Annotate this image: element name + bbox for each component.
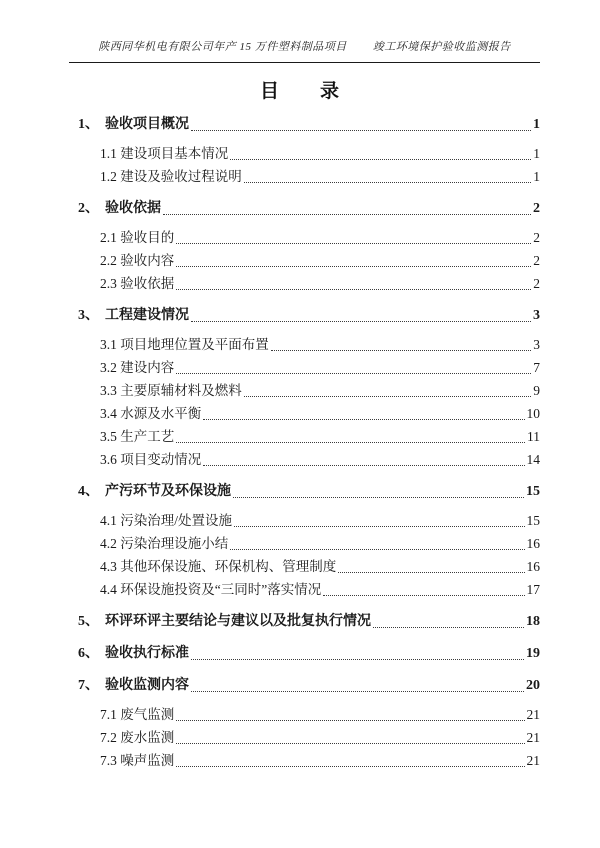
- toc-entry-number: 7、: [78, 678, 99, 693]
- toc-entry-page-number: 10: [526, 406, 540, 421]
- toc-entry-page-number: 21: [526, 707, 540, 722]
- toc-entry[interactable]: [100, 355, 540, 378]
- toc-dot-leader: [176, 243, 531, 244]
- toc-entry-number: 2、: [78, 201, 99, 216]
- toc-dot-leader: [230, 549, 524, 550]
- toc-entry-label: 4.1 污染治理/处置设施: [100, 513, 233, 528]
- toc-entry[interactable]: [78, 641, 540, 664]
- toc-entry-label: 1.1 建设项目基本情况: [100, 146, 229, 161]
- toc-entry-label: 4.3 其他环保设施、环保机构、管理制度: [100, 559, 337, 574]
- header-project-title: 陕西同华机电有限公司年产 15 万件塑料制品项目: [98, 41, 347, 53]
- toc-dot-leader: [323, 595, 524, 596]
- toc-entry-page-number: 2: [533, 201, 540, 216]
- toc-dot-leader: [163, 214, 531, 215]
- toc-entry[interactable]: [100, 531, 540, 554]
- toc-entry-page-number: 3: [533, 308, 540, 323]
- toc-entry[interactable]: [100, 577, 540, 600]
- toc-entry[interactable]: [100, 271, 540, 294]
- toc-entry[interactable]: [100, 447, 540, 470]
- toc-entry-label: 验收项目概况: [105, 117, 189, 132]
- toc-entry[interactable]: [100, 424, 540, 447]
- toc-entry-page-number: 1: [533, 117, 540, 132]
- toc-dot-leader: [338, 572, 524, 573]
- toc-entry-label: 7.3 噪声监测: [100, 753, 175, 768]
- toc-entry-label: 1.2 建设及验收过程说明: [100, 169, 242, 184]
- toc-entry-number: 5、: [78, 614, 99, 629]
- toc-dot-leader: [176, 766, 524, 767]
- toc-entry-page-number: 3: [533, 337, 540, 352]
- toc-entry-page-number: 19: [526, 646, 540, 661]
- toc-entry-page-number: 2: [533, 253, 540, 268]
- toc-entry-page-number: 14: [526, 452, 540, 467]
- toc-entry-page-number: 7: [533, 360, 540, 375]
- toc-dot-leader: [373, 627, 524, 628]
- toc-entry[interactable]: [100, 725, 540, 748]
- toc-entry-page-number: 20: [526, 678, 540, 693]
- toc-entry[interactable]: [100, 332, 540, 355]
- toc-dot-leader: [191, 691, 524, 692]
- toc-entry-page-number: 9: [533, 383, 540, 398]
- toc-entry-label: 3.4 水源及水平衡: [100, 406, 202, 421]
- toc-entry-number: 1、: [78, 117, 99, 132]
- toc-entry-label: 4.4 环保设施投资及“三同时”落实情况: [100, 582, 322, 597]
- toc-dot-leader: [176, 266, 531, 267]
- toc-entry-label: 环评环评主要结论与建议以及批复执行情况: [105, 614, 371, 629]
- toc-dot-leader: [176, 720, 524, 721]
- toc-dot-leader: [191, 659, 524, 660]
- toc-entry-page-number: 21: [526, 730, 540, 745]
- toc-entry-label: 3.1 项目地理位置及平面布置: [100, 337, 269, 352]
- toc-entry-label: 3.3 主要原辅材料及燃料: [100, 383, 242, 398]
- toc-entry[interactable]: [78, 303, 540, 326]
- toc-entry[interactable]: [100, 248, 540, 271]
- toc-entry-number: 6、: [78, 646, 99, 661]
- toc-entry-page-number: 16: [526, 559, 540, 574]
- toc-dot-leader: [244, 182, 532, 183]
- toc-entry-label: 验收监测内容: [105, 678, 189, 693]
- toc-dot-leader: [234, 526, 524, 527]
- toc-dot-leader: [191, 130, 531, 131]
- toc-dot-leader: [233, 497, 524, 498]
- toc-entry[interactable]: [100, 378, 540, 401]
- toc-entry-page-number: 16: [526, 536, 540, 551]
- toc-entry[interactable]: [100, 554, 540, 577]
- toc-entry[interactable]: [100, 164, 540, 187]
- toc-entry-label: 2.3 验收依据: [100, 276, 175, 291]
- toc-dot-leader: [176, 442, 525, 443]
- toc-entry-label: 7.1 废气监测: [100, 707, 175, 722]
- toc-dot-leader: [203, 419, 524, 420]
- toc-entry-label: 2.1 验收目的: [100, 230, 175, 245]
- toc-entry-number: 3、: [78, 308, 99, 323]
- toc-dot-leader: [271, 350, 532, 351]
- toc-entry[interactable]: [100, 141, 540, 164]
- toc-entry[interactable]: [100, 401, 540, 424]
- toc-entry[interactable]: [78, 479, 540, 502]
- toc-entry-label: 3.2 建设内容: [100, 360, 175, 375]
- toc-dot-leader: [176, 289, 531, 290]
- toc-entry-label: 工程建设情况: [105, 308, 189, 323]
- toc-dot-leader: [230, 159, 531, 160]
- toc-entry-page-number: 21: [526, 753, 540, 768]
- toc-entry[interactable]: [78, 673, 540, 696]
- toc-entry-label: 3.6 项目变动情况: [100, 452, 202, 467]
- toc-entry-page-number: 17: [526, 582, 540, 597]
- toc-title: 目 录: [259, 81, 340, 102]
- toc-entry-label: 2.2 验收内容: [100, 253, 175, 268]
- toc-entry[interactable]: [100, 225, 540, 248]
- toc-dot-leader: [191, 321, 531, 322]
- toc-dot-leader: [176, 743, 524, 744]
- toc-entry-page-number: 18: [526, 614, 540, 629]
- toc-entry-label: 验收依据: [105, 201, 161, 216]
- toc-entry-page-number: 1: [533, 146, 540, 161]
- toc-entry[interactable]: [78, 609, 540, 632]
- toc-list: [78, 103, 540, 771]
- toc-dot-leader: [176, 373, 531, 374]
- toc-entry[interactable]: [78, 196, 540, 219]
- header-report-type: 竣工环境保护验收监测报告: [372, 41, 511, 53]
- toc-entry-label: 3.5 生产工艺: [100, 429, 175, 444]
- toc-entry[interactable]: [78, 112, 540, 135]
- toc-entry[interactable]: [100, 508, 540, 531]
- header-divider-line: [69, 62, 540, 63]
- running-header: [69, 38, 540, 54]
- toc-entry-page-number: 2: [533, 230, 540, 245]
- toc-entry[interactable]: [100, 702, 540, 725]
- toc-entry-label: 7.2 废水监测: [100, 730, 175, 745]
- toc-entry-page-number: 1: [533, 169, 540, 184]
- toc-entry-page-number: 2: [533, 276, 540, 291]
- toc-entry-page-number: 15: [526, 484, 540, 499]
- toc-entry-page-number: 11: [527, 429, 540, 444]
- toc-entry-label: 4.2 污染治理设施小结: [100, 536, 229, 551]
- toc-dot-leader: [244, 396, 532, 397]
- toc-dot-leader: [203, 465, 524, 466]
- toc-entry-label: 产污环节及环保设施: [105, 484, 231, 499]
- toc-entry-label: 验收执行标准: [105, 646, 189, 661]
- toc-entry[interactable]: [100, 748, 540, 771]
- toc-entry-number: 4、: [78, 484, 99, 499]
- toc-entry-page-number: 15: [526, 513, 540, 528]
